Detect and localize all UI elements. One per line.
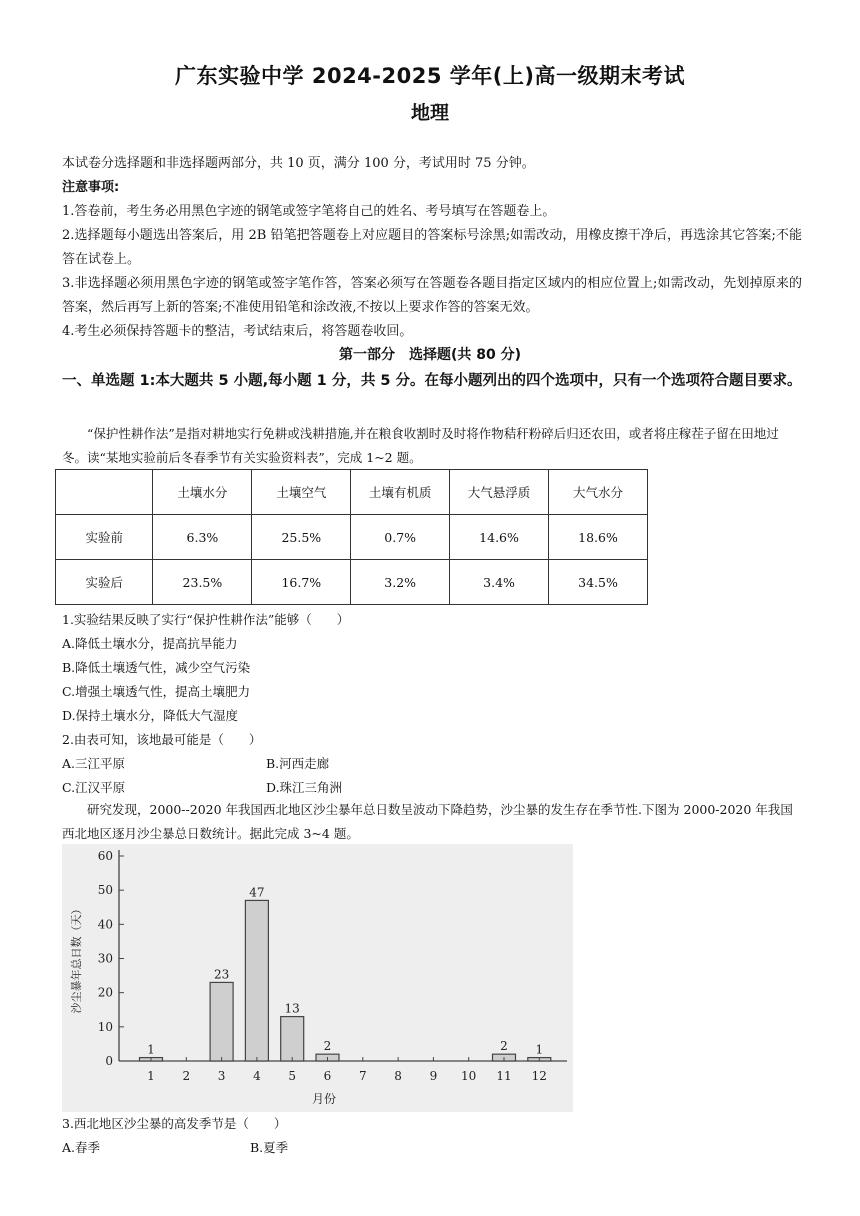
x-tick-label: 2 [182, 1069, 191, 1083]
passage-1: “保护性耕作法”是指对耕地实行免耕或浅耕措施,并在粮食收割时及时将作物秸秆粉碎后归还农田，或者将庄稼茬子留在田地过冬。读“某地实验前后冬春季节有关实验资料表”，完成 1~2 题。 [62, 426, 779, 465]
question-1-option-d: D.保持土壤水分，降低大气湿度 [62, 708, 239, 723]
table-header-cell: 土壤空气 [252, 470, 351, 515]
data-label: 13 [284, 1001, 300, 1016]
question-1-stem: 1.实验结果反映了实行“保护性耕作法”能够（ ） [62, 612, 350, 627]
question-2-option-b: B.河西走廊 [266, 756, 330, 771]
data-label: 2 [500, 1039, 508, 1054]
notice-item-3: 3.非选择题必须用黑色字迹的钢笔或签字笔作答，答案必须写在答题卷各题目指定区域内的相应位置上;如需改动，先划掉原来的答案，然后再写上新的答案;不准使用铅笔和涂改液,不按以上要求作答的答案无效。 [62, 276, 802, 315]
question-3-stem: 3.西北地区沙尘暴的高发季节是（ ） [62, 1116, 287, 1131]
question-1-option-c: C.增强土壤透气性，提高土壤肥力 [62, 684, 251, 699]
notice-item-1: 1.答卷前，考生务必用黑色字迹的钢笔或签字笔将自己的姓名、考号填写在答题卷上。 [62, 204, 556, 219]
table-cell: 6.3% [153, 515, 252, 560]
notice-item-2: 2.选择题每小题选出答案后，用 2B 铅笔把答题卷上对应题目的答案标号涂黑;如需改动，用橡皮擦干净后，再选涂其它答案;不能答在试卷上。 [62, 228, 802, 267]
table-header-cell: 大气水分 [549, 470, 648, 515]
y-axis-label: 沙尘暴年总日数（天） [70, 903, 83, 1014]
table-header-cell: 土壤水分 [153, 470, 252, 515]
data-label: 1 [147, 1042, 155, 1057]
x-axis-label: 月份 [311, 1092, 337, 1106]
data-label: 23 [213, 967, 230, 982]
table-cell: 14.6% [450, 515, 549, 560]
x-tick-label: 9 [429, 1069, 438, 1083]
data-label: 47 [249, 885, 265, 900]
table-header-cell: 大气悬浮质 [450, 470, 549, 515]
x-tick-label: 12 [531, 1069, 547, 1083]
intro-text: 本试卷分选择题和非选择题两部分，共 10 页，满分 100 分，考试用时 75 分钟。 [62, 156, 535, 171]
table-cell: 18.6% [549, 515, 648, 560]
table-header-row [56, 470, 648, 515]
data-label: 2 [323, 1039, 332, 1054]
table-header-cell: 土壤有机质 [351, 470, 450, 515]
table-cell: 25.5% [252, 515, 351, 560]
table-cell: 实验后 [56, 560, 153, 605]
table-row [56, 560, 648, 605]
y-tick-label: 20 [97, 985, 113, 1000]
table-cell: 16.7% [252, 560, 351, 605]
y-tick-label: 0 [105, 1054, 113, 1068]
question-2-option-d: D.珠江三角洲 [266, 780, 343, 795]
bar [210, 982, 233, 1061]
dust-storm-chart [62, 844, 573, 1112]
bar [245, 900, 268, 1061]
question-1-option-b: B.降低土壤透气性，减少空气污染 [62, 660, 251, 675]
x-tick-label: 7 [358, 1069, 367, 1083]
bar [281, 1017, 304, 1061]
bar-chart [62, 844, 573, 1112]
x-tick-label: 5 [288, 1069, 297, 1083]
table-cell: 3.4% [450, 560, 549, 605]
y-tick-label: 30 [97, 951, 113, 966]
question-2-option-c: C.江汉平原 [62, 780, 126, 795]
y-tick-label: 10 [97, 1019, 113, 1034]
y-tick-label: 60 [97, 849, 113, 863]
question-1-option-a: A.降低土壤水分，提高抗旱能力 [62, 636, 238, 651]
x-tick-label: 8 [394, 1069, 402, 1083]
x-tick-label: 6 [323, 1069, 332, 1083]
x-tick-label: 3 [217, 1069, 226, 1083]
exam-title: 广东实验中学 2024-2025 学年(上)高一级期末考试 [175, 64, 685, 88]
table-cell: 34.5% [549, 560, 648, 605]
question-3-option-a: A.春季 [62, 1140, 101, 1155]
x-tick-label: 4 [253, 1069, 261, 1083]
x-tick-label: 1 [147, 1069, 155, 1083]
table-cell: 0.7% [351, 515, 450, 560]
question-3-option-b: B.夏季 [250, 1140, 289, 1155]
x-tick-label: 10 [461, 1069, 477, 1083]
y-tick-label: 40 [97, 917, 113, 932]
table-row [56, 515, 648, 560]
section1-heading: 一、单选题 1:本大题共 5 小题,每小题 1 分，共 5 分。在每小题列出的四个选项中，只有一个选项符合题目要求。 [62, 373, 802, 389]
notice-item-4: 4.考生必须保持答题卡的整洁，考试结束后，将答题卷收回。 [62, 324, 413, 339]
table-header-cell [56, 470, 153, 515]
question-2-stem: 2.由表可知，该地最可能是（ ） [62, 732, 262, 747]
table-cell: 23.5% [153, 560, 252, 605]
subject-title: 地理 [410, 102, 449, 124]
table-cell: 实验前 [56, 515, 153, 560]
passage-2: 研究发现，2000--2020 年我国西北地区沙尘暴年总日数呈波动下降趋势，沙尘暴的发生存在季节性.下图为 2000-2020 年我国西北地区逐月沙尘暴总日数统计。据此完成 3~4 题。 [62, 802, 793, 841]
y-tick-label: 50 [97, 883, 113, 898]
question-2-option-a: A.三江平原 [62, 756, 126, 771]
part1-heading: 第一部分 选择题(共 80 分) [338, 347, 522, 363]
experiment-table [55, 469, 648, 605]
data-label: 1 [535, 1042, 544, 1057]
table-cell: 3.2% [351, 560, 450, 605]
x-tick-label: 11 [496, 1069, 512, 1083]
notice-heading: 注意事项: [62, 180, 120, 195]
